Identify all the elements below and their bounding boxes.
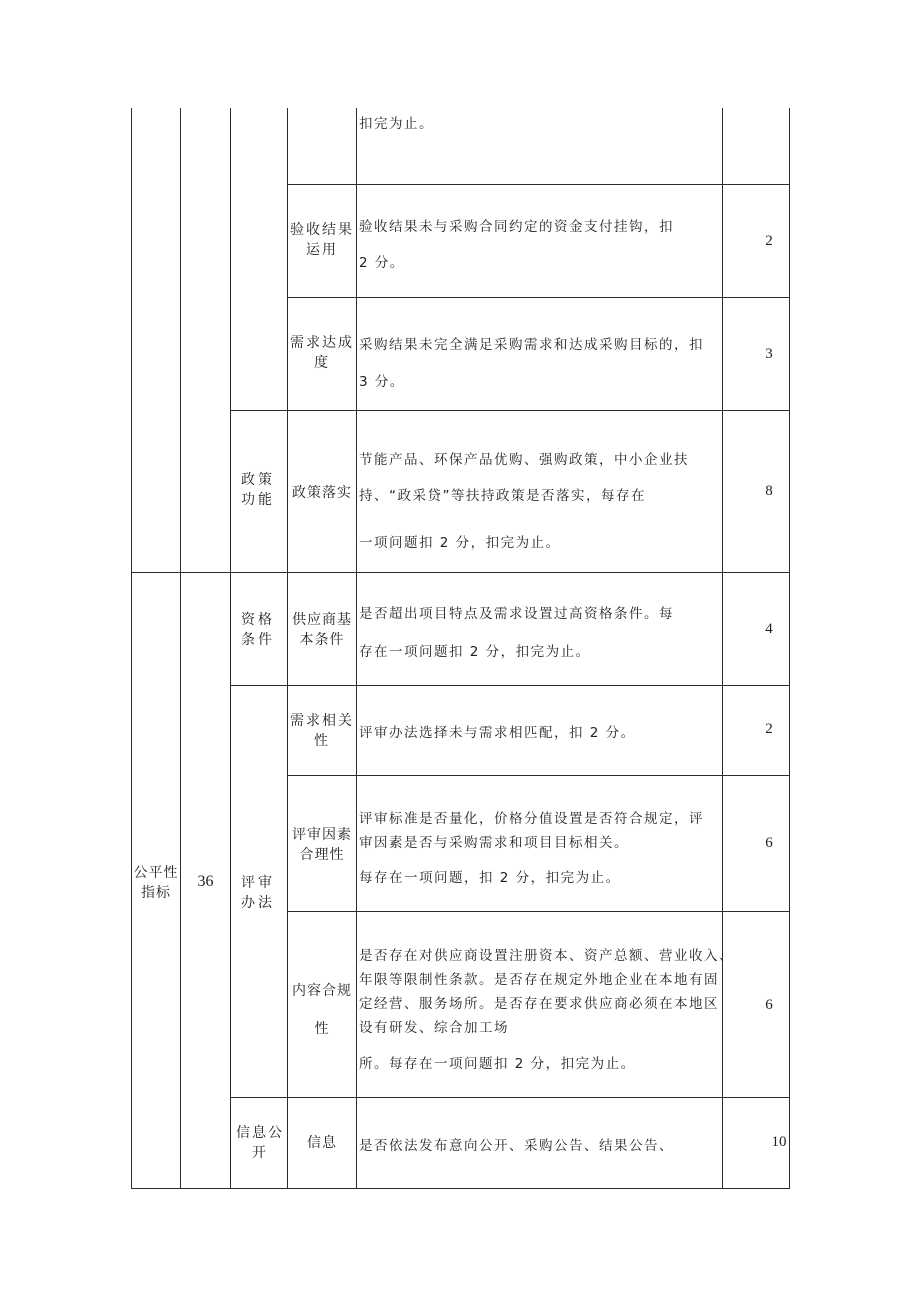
row-divider	[230, 685, 790, 686]
criteria-description: 是否依法发布意向公开、采购公告、结果公告、	[359, 1138, 674, 1154]
score-value: 6	[765, 835, 773, 851]
criteria-description: 定经营、服务场所。是否存在要求供应商必须在本地区	[359, 996, 719, 1012]
level3-indicator: 政策落实	[292, 485, 352, 501]
score-value: 3	[765, 346, 773, 362]
row-divider	[287, 775, 790, 776]
criteria-description: 持、“政采贷”等扶持政策是否落实，每存在	[359, 488, 646, 504]
criteria-description: 节能产品、环保产品优购、强购政策，中小企业扶	[359, 452, 689, 468]
level3-indicator: 验收结果运用	[290, 222, 354, 258]
group-score: 36	[197, 873, 214, 890]
criteria-description: 一项问题扣 2 分，扣完为止。	[359, 535, 561, 551]
score-value: 2	[765, 721, 773, 737]
row-divider	[287, 297, 790, 298]
criteria-description: 采购结果未完全满足采购需求和达成采购目标的，扣	[359, 337, 704, 353]
level3-indicator: 需求相关性	[290, 713, 354, 749]
level3-indicator: 内容合规性	[292, 983, 352, 1037]
level3-indicator: 供应商基本条件	[292, 612, 352, 648]
criteria-description: 所。每存在一项问题扣 2 分，扣完为止。	[359, 1056, 636, 1072]
score-value: 10	[771, 1134, 787, 1150]
level2-indicator: 评审办法	[241, 875, 275, 911]
criteria-description: 是否存在对供应商设置注册资本、资产总额、营业收入、	[359, 948, 734, 964]
table-border-left	[131, 108, 132, 1189]
row-divider	[287, 184, 790, 185]
level2-indicator: 政策功能	[241, 472, 275, 508]
criteria-description: 设有研发、综合加工场	[359, 1020, 509, 1036]
criteria-description: 扣完为止。	[359, 116, 434, 132]
criteria-description: 评审标准是否量化，价格分值设置是否符合规定，评	[359, 811, 704, 827]
criteria-description: 审因素是否与采购需求和项目目标相关。	[359, 835, 629, 851]
level2-indicator: 信息公开	[236, 1125, 284, 1161]
level2-indicator: 资格条件	[241, 612, 275, 648]
score-value: 8	[765, 483, 773, 499]
level1-indicator: 公平性指标	[133, 865, 179, 901]
criteria-description: 验收结果未与采购合同约定的资金支付挂钩，扣	[359, 219, 674, 235]
column-divider	[722, 108, 723, 1189]
table-border-right	[789, 108, 790, 1189]
score-value: 4	[765, 621, 773, 637]
column-divider	[180, 108, 181, 1189]
score-value: 6	[765, 997, 773, 1013]
criteria-description: 每存在一项问题，扣 2 分，扣完为止。	[359, 870, 621, 886]
column-divider	[356, 108, 357, 1189]
criteria-description: 存在一项问题扣 2 分，扣完为止。	[359, 644, 591, 660]
criteria-description: 评审办法选择未与需求相匹配，扣 2 分。	[359, 725, 636, 741]
row-divider	[131, 572, 790, 573]
row-divider	[230, 410, 790, 411]
level3-indicator: 评审因素合理性	[292, 827, 352, 863]
criteria-description: 是否超出项目特点及需求设置过高资格条件。每	[359, 606, 674, 622]
score-value: 2	[765, 233, 773, 249]
level3-indicator: 信息	[307, 1135, 337, 1151]
column-divider	[230, 108, 231, 1189]
criteria-description: 2 分。	[359, 255, 405, 271]
row-divider	[230, 1097, 790, 1098]
criteria-description: 年限等限制性条款。是否存在规定外地企业在本地有固	[359, 972, 719, 988]
table-border-bottom	[131, 1188, 790, 1189]
row-divider	[287, 911, 790, 912]
criteria-description: 3 分。	[359, 374, 405, 390]
level3-indicator: 需求达成度	[290, 335, 354, 371]
